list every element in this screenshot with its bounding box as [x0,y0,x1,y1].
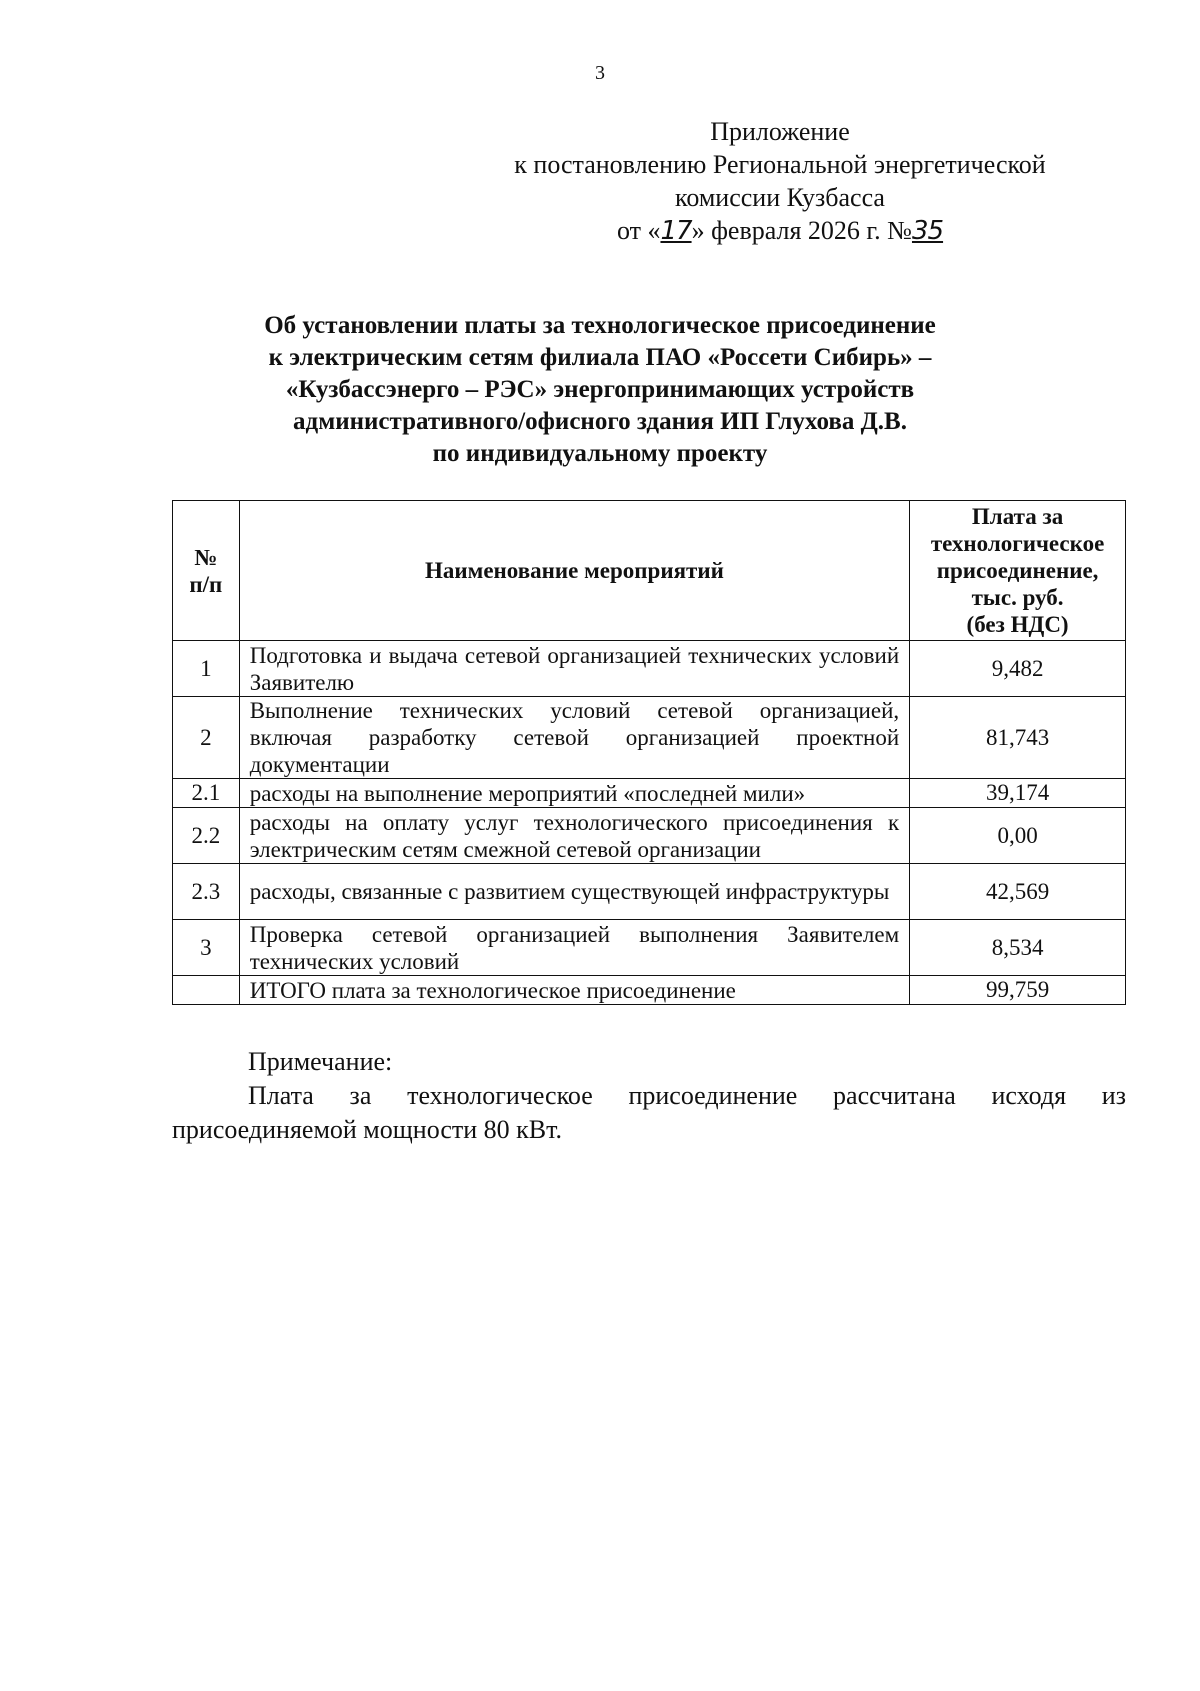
table-row [173,864,1126,920]
fee-table [172,500,1126,1005]
row-name: Проверка сетевой организацией выполнения Заявителем технических условий [239,920,909,976]
document-title [160,310,1040,470]
row-fee: 42,569 [910,864,1126,920]
row-num: 1 [173,641,240,697]
row-name: Выполнение технических условий сетевой организацией, включая разработку сетевой организацией проектной документации [239,697,909,779]
appendix-date-line [460,214,1100,248]
table-header-row [173,501,1126,641]
header-fee: Плата за технологическое присоединение, тыс. руб. (без НДС) [910,501,1126,641]
row-name: расходы на оплату услуг технологического присоединения к электрическим сетям смежной сетевой организации [239,808,909,864]
handwritten-day: 17 [660,216,692,246]
table-row [173,808,1126,864]
appendix-line-3: комиссии Кузбасса [675,183,885,212]
table-row [173,920,1126,976]
date-prefix: от « [616,216,661,245]
row-num: 2 [173,697,240,779]
table-row [173,779,1126,808]
row-num: 2.1 [173,779,240,808]
note-section [172,1045,1126,1147]
row-name: расходы на выполнение мероприятий «последней мили» [239,779,909,808]
row-fee: 81,743 [910,697,1126,779]
title-line-2: к электрическим сетям филиала ПАО «Россети Сибирь» – [268,344,932,371]
total-num [173,976,240,1005]
title-line-4: административного/офисного здания ИП Глухова Д.В. [293,408,907,435]
note-label: Примечание: [248,1047,393,1076]
note-text: Плата за технологическое присоединение рассчитана исходя из присоединяемой мощности 80 кВт. [172,1081,1126,1144]
row-fee: 8,534 [910,920,1126,976]
title-line-5: по индивидуальному проекту [432,440,768,467]
row-fee: 39,174 [910,779,1126,808]
appendix-line-1: Приложение [710,117,850,146]
table-row [173,641,1126,697]
row-name: Подготовка и выдача сетевой организацией технических условий Заявителю [239,641,909,697]
date-middle: » февраля 2026 г. № [691,216,912,245]
table-total-row [173,976,1126,1005]
header-name: Наименование мероприятий [239,501,909,641]
row-fee: 0,00 [910,808,1126,864]
total-label: ИТОГО плата за технологическое присоединение [239,976,909,1005]
total-fee: 99,759 [910,976,1126,1005]
table-row [173,697,1126,779]
row-num: 2.2 [173,808,240,864]
row-fee: 9,482 [910,641,1126,697]
title-line-1: Об установлении платы за технологическое присоединение [264,312,936,339]
title-line-3: «Кузбассэнерго – РЭС» энергопринимающих устройств [285,376,915,403]
row-num: 3 [173,920,240,976]
appendix-header [460,115,1100,248]
row-name: расходы, связанные с развитием существующей инфраструктуры [239,864,909,920]
appendix-line-2: к постановлению Региональной энергетической [514,150,1046,179]
header-num: № п/п [173,501,240,641]
page-number: 3 [595,62,605,84]
handwritten-number: 35 [911,216,944,246]
row-num: 2.3 [173,864,240,920]
